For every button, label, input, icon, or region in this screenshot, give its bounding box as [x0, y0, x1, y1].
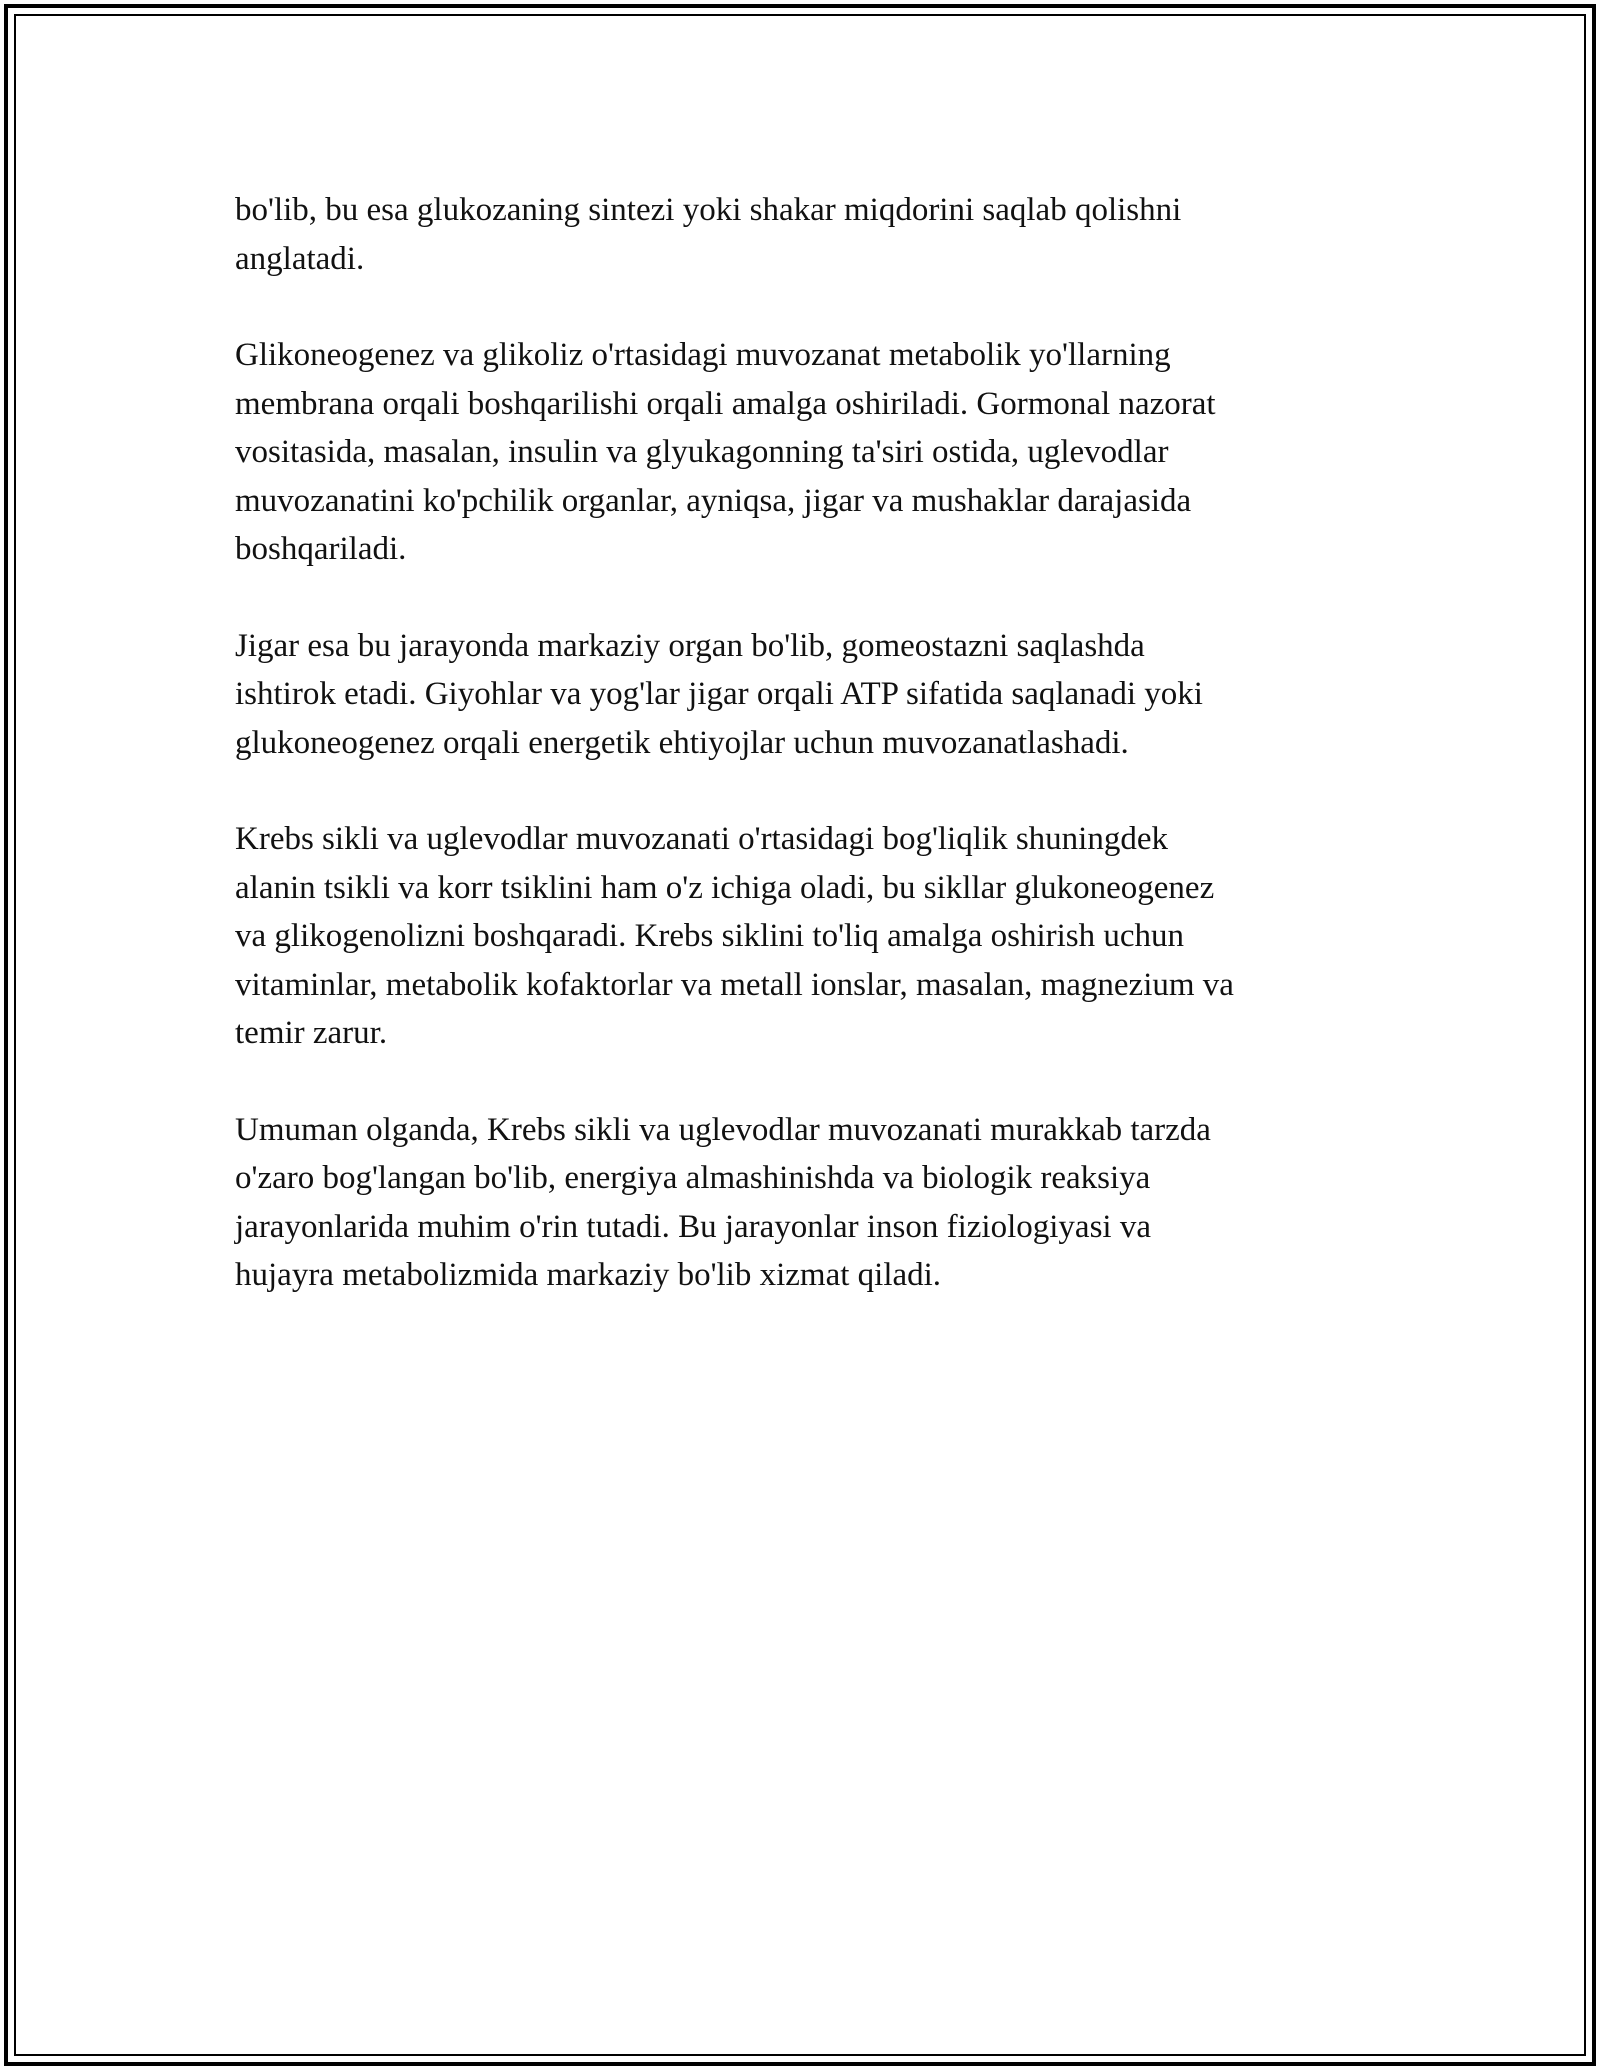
document-body [235, 186, 1365, 1348]
paragraph-3: Jigar esa bu jarayonda markaziy organ bo'lib, gomeostazni saqlashda ishtirok etadi. Giyohlar va yog'lar jigar orqali ATP sifatida saqlanadi yoki glukoneogenez orqali energetik ehtiyojlar uchun muvozanatlashadi. [235, 627, 1203, 761]
paragraph-2: Glikoneogenez va glikoliz o'rtasidagi muvozanat metabolik yo'llarning membrana orqali boshqarilishi orqali amalga oshiriladi. Gormonal nazorat vositasida, masalan, insulin va glyukagonning ta'siri ostida, uglevodlar muvozanatini ko'pchilik organlar, ayniqsa, jigar va mushaklar darajasida boshqariladi. [235, 337, 1216, 567]
paragraph-4: Krebs sikli va uglevodlar muvozanati o'rtasidagi bog'liqlik shuningdek alanin tsikli va korr tsiklini ham o'z ichiga oladi, bu sikllar glukoneogenez va glikogenolizni boshqaradi. Krebs siklini to'liq amalga oshirish uchun vitaminlar, metabolik kofaktorlar va metall ionslar, masalan, magnezium va temir zarur. [235, 821, 1234, 1051]
paragraph-1: bo'lib, bu esa glukozaning sintezi yoki shakar miqdorini saqlab qolishni anglatadi. [235, 192, 1182, 277]
paragraph-5: Umuman olganda, Krebs sikli va uglevodlar muvozanati murakkab tarzda o'zaro bog'langan bo'lib, energiya almashinishda va biologik reaksiya jarayonlarida muhim o'rin tutadi. Bu jarayonlar inson fiziologiyasi va hujayra metabolizmida markaziy bo'lib xizmat qiladi. [235, 1111, 1211, 1293]
